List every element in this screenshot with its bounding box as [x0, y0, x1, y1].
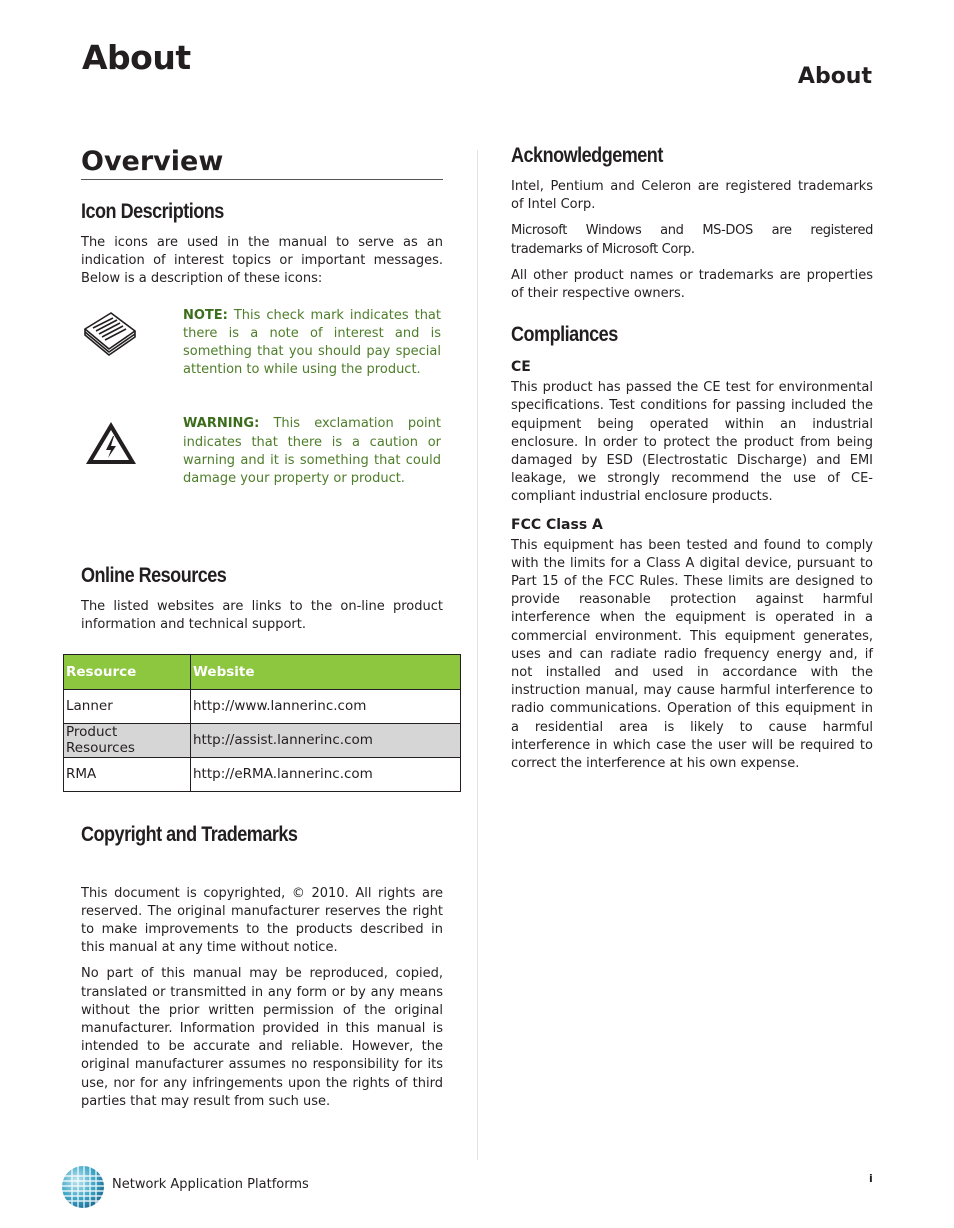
table-cell-resource: Lanner — [64, 689, 191, 723]
note-icon — [81, 307, 183, 363]
fcc-heading: FCC Class A — [511, 516, 603, 533]
overview-heading: Overview — [81, 146, 443, 180]
warning-block — [81, 415, 443, 488]
table-row — [64, 757, 461, 791]
ce-paragraph: This product has passed the CE test for environmental specifications. Test conditions for passing included the equipment being operated within an industrial enclosure. In order to protect the product from being damaged by ESD (Electrostatic Discharge) and EMI leakage, we strongly recommend the use of CE-compliant industrial enclosure products. — [511, 380, 873, 505]
table-header-resource: Resource — [64, 654, 191, 689]
table-cell-resource: RMA — [64, 757, 191, 791]
copyright-paragraph-1: This document is copyrighted, © 2010. All rights are reserved. The original manufacturer reserves the right to make improvements to the products described in this manual at any time without notice. — [81, 885, 443, 956]
acknowledgement-paragraph-3: All other product names or trademarks are properties of their respective owners. — [511, 267, 873, 302]
table-header-website: Website — [191, 654, 461, 689]
compliances-heading: Compliances — [511, 323, 618, 347]
warning-text — [183, 415, 441, 488]
ce-heading: CE — [511, 359, 531, 376]
acknowledgement-paragraph-2: Microsoft Windows and MS-DOS are registered trademarks of Microsoft Corp. — [511, 223, 873, 257]
icon-descriptions-heading: Icon Descriptions — [81, 200, 224, 223]
warning-body: This exclamation point indicates that there is a caution or warning and it is something that could damage your property or product. — [183, 416, 441, 487]
left-column — [66, 146, 443, 1111]
icon-descriptions-intro: The icons are used in the manual to serve as an indication of interest topics or important messages. Below is a description of these icons: — [81, 235, 443, 287]
running-head: About — [797, 64, 872, 89]
table-row — [64, 723, 461, 757]
footer-text: Network Application Platforms — [112, 1177, 309, 1192]
fcc-paragraph: This equipment has been tested and found to comply with the limits for a Class A digital device, pursuant to Part 15 of the FCC Rules. These limits are designed to provide reasonable protection against harmful interference when the equipment is operated in a commercial environment. This equipment generates, uses and can radiate radio frequency energy and, if not installed and used in accordance with the instruction manual, may cause harmful interference to radio communications. Operation of this equipment in a residential area is likely to cause harmful interference in which case the user will be required to correct the interference at his own expense. — [511, 537, 873, 772]
globe-logo-icon — [60, 1164, 106, 1214]
table-header-row — [64, 654, 461, 689]
table-cell-website[interactable]: http://eRMA.lannerinc.com — [191, 757, 461, 791]
copyright-paragraph-2: No part of this manual may be reproduced, copied, translated or transmitted in any form or by any means without the prior written permission of the original manufacturer. Information provided in this manual is intended to be accurate and reliable. However, the original manufacturer assumes no responsibility for its use, nor for any infringements upon the rights of third parties that may result from such use. — [81, 966, 443, 1109]
page-title: About — [82, 38, 191, 77]
note-label: NOTE: — [183, 307, 228, 323]
right-column — [511, 144, 873, 773]
resources-table — [63, 654, 461, 792]
note-text — [183, 307, 441, 380]
warning-label: WARNING: — [183, 416, 260, 432]
acknowledgement-heading: Acknowledgement — [511, 144, 663, 167]
table-cell-resource: Product Resources — [64, 723, 191, 757]
column-divider — [477, 150, 478, 1160]
online-resources-heading: Online Resources — [81, 564, 227, 588]
acknowledgement-paragraph-1: Intel, Pentium and Celeron are registered trademarks of Intel Corp. — [511, 179, 873, 213]
table-row — [64, 689, 461, 723]
note-block — [81, 307, 443, 380]
note-body: This check mark indicates that there is a note of interest and is something that you should pay special attention to while using the product. — [183, 307, 441, 378]
warning-icon — [81, 415, 183, 471]
page-number: i — [869, 1172, 873, 1185]
table-cell-website[interactable]: http://assist.lannerinc.com — [191, 723, 461, 757]
table-cell-website[interactable]: http://www.lannerinc.com — [191, 689, 461, 723]
copyright-heading: Copyright and Trademarks — [81, 822, 298, 846]
online-resources-intro: The listed websites are links to the on-line product information and technical support. — [81, 599, 443, 633]
